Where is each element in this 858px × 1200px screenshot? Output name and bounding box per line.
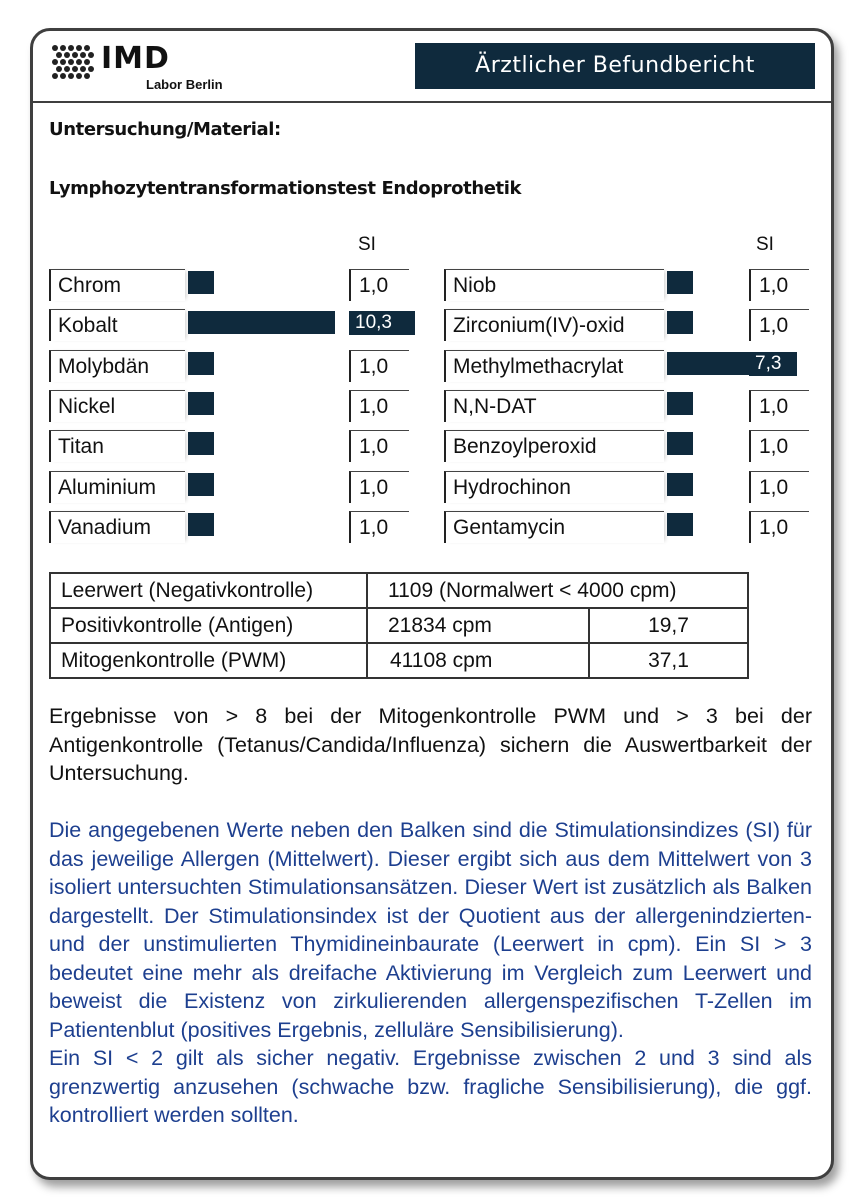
si-bar [188,513,214,536]
si-bar [188,352,214,375]
allergen-name: Hydrochinon [444,471,664,503]
allergen-name: Methylmethacrylat [444,350,664,382]
si-header-left: SI [358,234,376,255]
si-value: 1,0 [749,269,809,301]
si-value: 1,0 [749,471,809,503]
si-bar [188,432,214,455]
si-bar [667,513,693,536]
allergen-name: Benzoylperoxid [444,430,664,462]
si-value: 1,0 [349,430,409,462]
mitogen-control-si: 37,1 [589,643,748,678]
si-bar [188,392,214,415]
allergen-name: N,N-DAT [444,390,664,422]
mitogen-control-label: Mitogenkontrolle (PWM) [50,643,367,678]
si-header-right: SI [756,234,774,255]
allergen-name: Nickel [49,390,185,422]
table-row [50,608,748,643]
positive-control-si: 19,7 [589,608,748,643]
logo-dots-icon [51,44,97,80]
negative-control-label: Leerwert (Negativkontrolle) [50,573,367,608]
negative-control-value: 1109 (Normalwert < 4000 cpm) [367,573,748,608]
material-label: Untersuchung/Material: [49,119,281,140]
si-bar [188,311,335,334]
si-value: 1,0 [349,269,409,301]
si-value: 1,0 [749,511,809,543]
si-value: 1,0 [349,471,409,503]
allergen-name: Vanadium [49,511,185,543]
si-bar [188,473,214,496]
allergen-name: Titan [49,430,185,462]
explanation-note [49,816,812,1130]
report-card [30,28,834,1180]
mitogen-control-cpm: 41108 cpm [367,643,589,678]
si-value: 1,0 [349,390,409,422]
explanation-paragraph: Die angegebenen Werte neben den Balken sind die Stimulationsindizes (SI) für das jeweilige Allergen (Mittelwert). Dieser ergibt sich aus dem Mittelwert von 3 isoliert untersuchten Stimulationsansätzen. Dieser Wert ist zusätzlich als Balken dargestellt. Der Stimulationsindex ist der Quotient aus der allergenindzierten- und der unstimulierten Thymidineinbaurate (Leerwert in cpm). Ein SI > 3 bedeutet eine mehr als dreifache Aktivierung im Vergleich zum Leerwert und beweist die Existenz von zirkulierenden allergenspezifischen T-Zellen im Patientenblut (positives Ergebnis, zelluläre Sensibilisierung). [49,818,812,1042]
si-bar [667,432,693,455]
si-value: 1,0 [749,390,809,422]
table-row [50,643,748,678]
si-bar [188,271,214,294]
allergen-name: Zirconium(IV)-oxid [444,309,664,341]
si-value: 1,0 [349,350,409,382]
si-value: 1,0 [749,309,809,341]
lab-logo [51,41,251,99]
table-row [50,573,748,608]
test-name: Lymphozytentransformationstest Endoprothetik [49,178,522,199]
si-value: 1,0 [749,430,809,462]
si-bar [667,271,693,294]
allergen-name: Molybdän [49,350,185,382]
allergen-name: Aluminium [49,471,185,503]
allergen-name: Gentamycin [444,511,664,543]
positive-control-cpm: 21834 cpm [367,608,589,643]
controls-table [49,572,749,679]
si-bar [667,311,693,334]
validity-note-text: Ergebnisse von > 8 bei der Mitogenkontrolle PWM und > 3 bei der Antigenkontrolle (Tetanus/Candida/Influenza) sichern die Auswertbarkeit der Untersuchung. [49,704,812,785]
report-header [33,31,831,103]
interpretation-paragraph: Ein SI < 2 gilt als sicher negativ. Ergebnisse zwischen 2 und 3 sind als grenzwertig anzusehen (schwache bzw. fragliche Sensibilisierung), die ggf. kontrolliert werden sollten. [49,1046,812,1127]
report-title: Ärztlicher Befundbericht [415,43,815,89]
logo-subtitle: Labor Berlin [146,77,223,92]
si-value: 10,3 [349,311,415,335]
si-bar [667,473,693,496]
si-bar [667,392,693,415]
positive-control-label: Positivkontrolle (Antigen) [50,608,367,643]
validity-note [49,702,812,788]
si-value: 1,0 [349,511,409,543]
si-value: 7,3 [749,352,797,376]
allergen-name: Niob [444,269,664,301]
logo-text: IMD [101,41,170,76]
allergen-name: Kobalt [49,309,185,341]
allergen-name: Chrom [49,269,185,301]
